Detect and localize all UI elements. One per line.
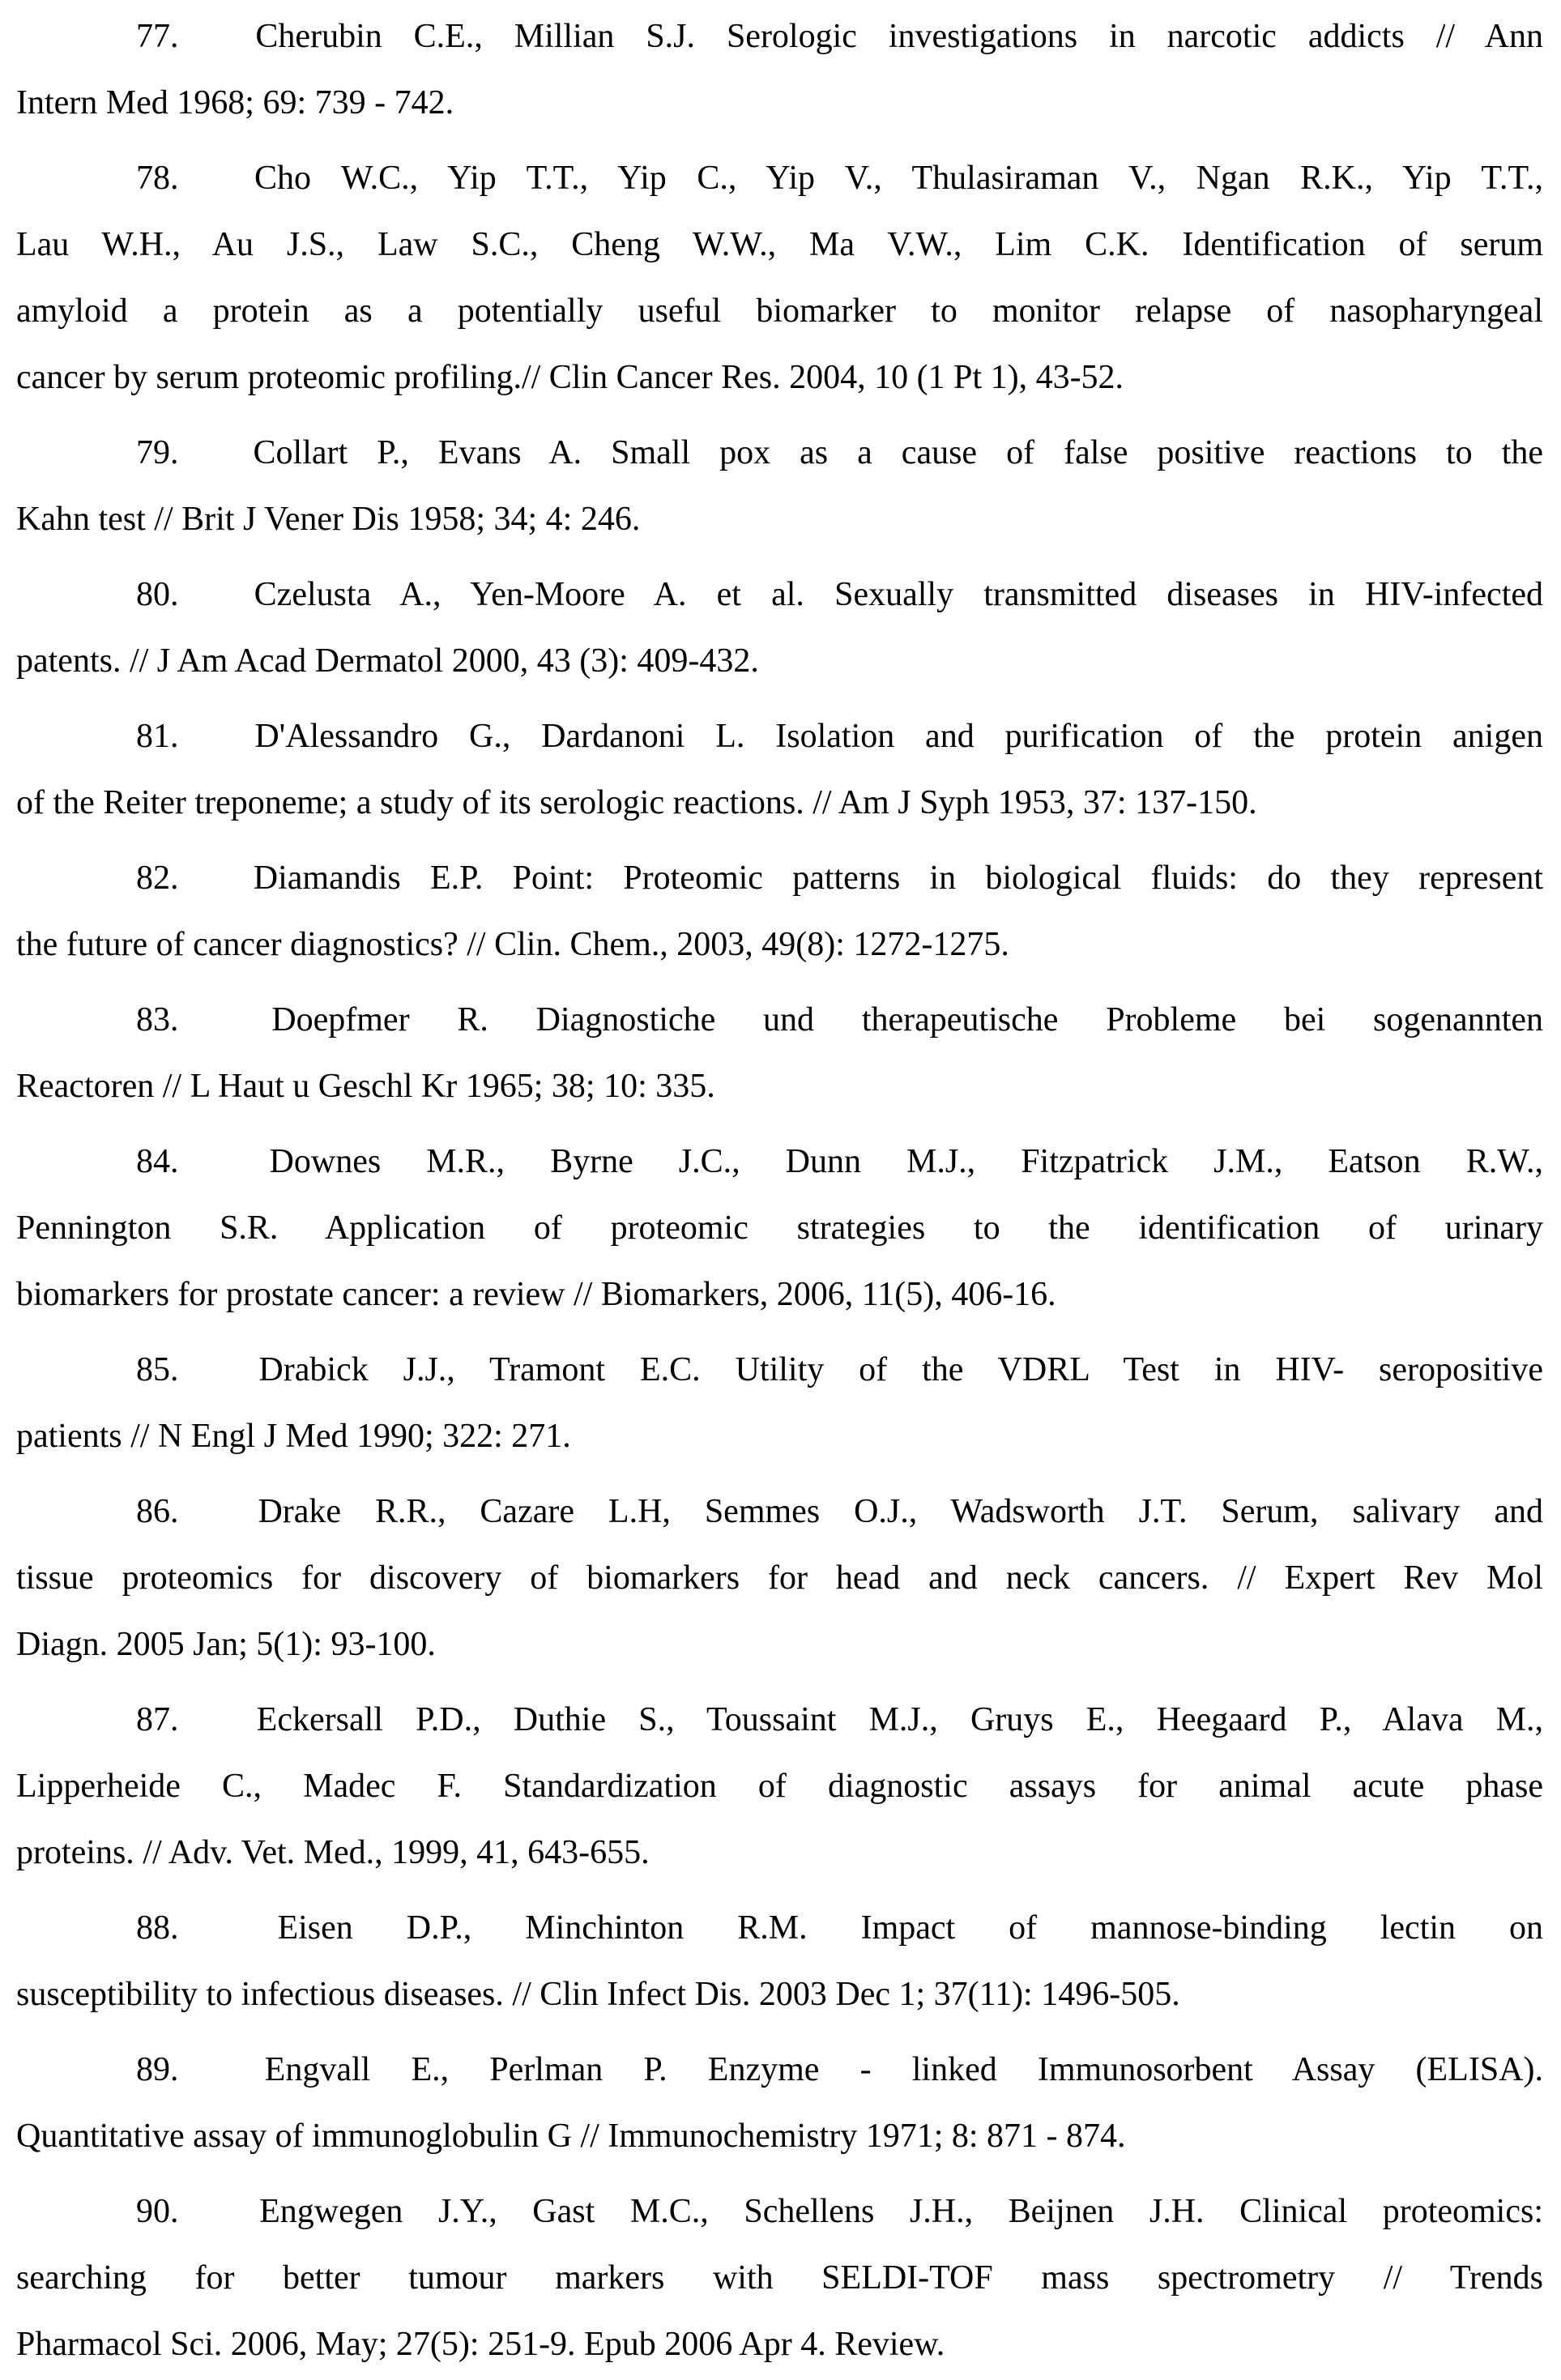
reference-number: 86. [136,1493,179,1530]
reference-entry [16,845,1543,978]
reference-list [16,3,1543,2378]
reference-continuation-line: Reactoren // L Haut u Geschl Kr 1965; 38; 10: 335. [16,1068,715,1105]
reference-continuation-line: patents. // J Am Acad Dermatol 2000, 43 (3): 409-432. [16,642,759,680]
reference-first-line [16,1337,1543,1403]
reference-text: Doepfmer R. Diagnostiche und therapeutische Probleme bei sogenannten [271,1001,1543,1039]
reference-text: Drake R.R., Cazare L.H, Semmes O.J., Wadsworth J.T. Serum, salivary and [258,1493,1544,1530]
reference-text: D'Alessandro G., Dardanoni L. Isolation and purification of the protein anigen [254,718,1543,755]
reference-first-line [16,1478,1543,1545]
reference-text: Cherubin C.E., Millian S.J. Serologic investigations in narcotic addicts // Ann [255,18,1543,55]
reference-first-line [16,561,1543,628]
reference-entry [16,987,1543,1120]
reference-continuation-line: Diagn. 2005 Jan; 5(1): 93-100. [16,1626,436,1663]
reference-number: 88. [136,1909,179,1947]
reference-number: 87. [136,1701,179,1738]
reference-first-line [16,2178,1543,2245]
reference-text: Downes M.R., Byrne J.C., Dunn M.J., Fitzpatrick J.M., Eatson R.W., [269,1143,1544,1180]
reference-entry [16,561,1543,694]
reference-text: Drabick J.J., Tramont E.C. Utility of the VDRL Test in HIV- seropositive [258,1351,1543,1388]
reference-continuation-line: cancer by serum proteomic profiling.// Clin Cancer Res. 2004, 10 (1 Pt 1), 43-52. [16,359,1124,396]
reference-first-line [16,2037,1543,2103]
reference-number: 83. [136,1001,179,1039]
reference-first-line [16,145,1543,211]
reference-number: 84. [136,1143,179,1180]
reference-first-line [16,987,1543,1053]
reference-first-line [16,1687,1543,1753]
reference-text: Engvall E., Perlman P. Enzyme - linked Immunosorbent Assay (ELISA). [264,2051,1543,2088]
reference-entry [16,1895,1543,2028]
reference-continuation-line: amyloid a protein as a potentially useful biomarker to monitor relapse of nasopharyngeal [16,292,1543,330]
reference-continuation-line: Lau W.H., Au J.S., Law S.C., Cheng W.W., Ma V.W., Lim C.K. Identification of serum [16,226,1543,263]
reference-continuation-line: of the Reiter treponeme; a study of its serologic reactions. // Am J Syph 1953, 37: 137-150. [16,784,1257,821]
reference-entry [16,420,1543,552]
reference-entry [16,703,1543,836]
reference-entry [16,2178,1543,2378]
reference-continuation-line: Lipperheide C., Madec F. Standardization of diagnostic assays for animal acute phase [16,1768,1543,1805]
reference-entry [16,1687,1543,1886]
reference-number: 89. [136,2051,179,2088]
reference-continuation-line: proteins. // Adv. Vet. Med., 1999, 41, 643-655. [16,1834,650,1871]
reference-continuation-line: susceptibility to infectious diseases. // Clin Infect Dis. 2003 Dec 1; 37(11): 1496-505. [16,1976,1180,2013]
reference-first-line [16,3,1543,70]
reference-continuation-line: searching for better tumour markers with SELDI-TOF mass spectrometry // Trends [16,2259,1543,2297]
reference-text: Eisen D.P., Minchinton R.M. Impact of mannose-binding lectin on [277,1909,1544,1947]
reference-number: 80. [136,576,179,613]
reference-continuation-line: biomarkers for prostate cancer: a review // Biomarkers, 2006, 11(5), 406-16. [16,1276,1056,1313]
reference-text: Eckersall P.D., Duthie S., Toussaint M.J., Gruys E., Heegaard P., Alava M., [256,1701,1543,1738]
reference-continuation-line: the future of cancer diagnostics? // Clin. Chem., 2003, 49(8): 1272-1275. [16,926,1009,963]
reference-continuation-line: patients // N Engl J Med 1990; 322: 271. [16,1418,571,1455]
reference-entry [16,2037,1543,2169]
reference-continuation-line: tissue proteomics for discovery of biomarkers for head and neck cancers. // Expert Rev Mol [16,1559,1543,1597]
reference-first-line [16,1128,1543,1195]
reference-continuation-line: Pennington S.R. Application of proteomic strategies to the identification of urinary [16,1209,1543,1247]
reference-first-line [16,703,1543,770]
reference-number: 82. [136,859,179,897]
reference-entry [16,145,1543,411]
reference-continuation-line: Pharmacol Sci. 2006, May; 27(5): 251-9. Epub 2006 Apr 4. Review. [16,2326,945,2363]
reference-text: Diamandis E.P. Point: Proteomic patterns in biological fluids: do they represent [253,859,1544,897]
reference-entry [16,3,1543,136]
reference-first-line [16,1895,1543,1961]
reference-text: Collart P., Evans A. Small pox as a cause of false positive reactions to the [253,434,1544,471]
reference-number: 81. [136,718,179,755]
reference-entry [16,1128,1543,1328]
reference-entry [16,1478,1543,1678]
reference-first-line [16,845,1543,911]
reference-text: Czelusta A., Yen-Moore A. et al. Sexually transmitted diseases in HIV-infected [254,576,1544,613]
reference-entry [16,1337,1543,1469]
reference-first-line [16,420,1543,486]
reference-number: 79. [136,434,179,471]
reference-continuation-line: Quantitative assay of immunoglobulin G // Immunochemistry 1971; 8: 871 - 874. [16,2118,1126,2155]
reference-number: 77. [136,18,179,55]
reference-continuation-line: Intern Med 1968; 69: 739 - 742. [16,84,454,122]
reference-number: 85. [136,1351,179,1388]
reference-number: 90. [136,2193,179,2230]
reference-continuation-line: Kahn test // Brit J Vener Dis 1958; 34; 4: 246. [16,501,641,538]
reference-number: 78. [136,160,179,197]
reference-text: Engwegen J.Y., Gast M.C., Schellens J.H., Beijnen J.H. Clinical proteomics: [259,2193,1544,2230]
reference-text: Cho W.C., Yip T.T., Yip C., Yip V., Thulasiraman V., Ngan R.K., Yip T.T., [254,160,1544,197]
